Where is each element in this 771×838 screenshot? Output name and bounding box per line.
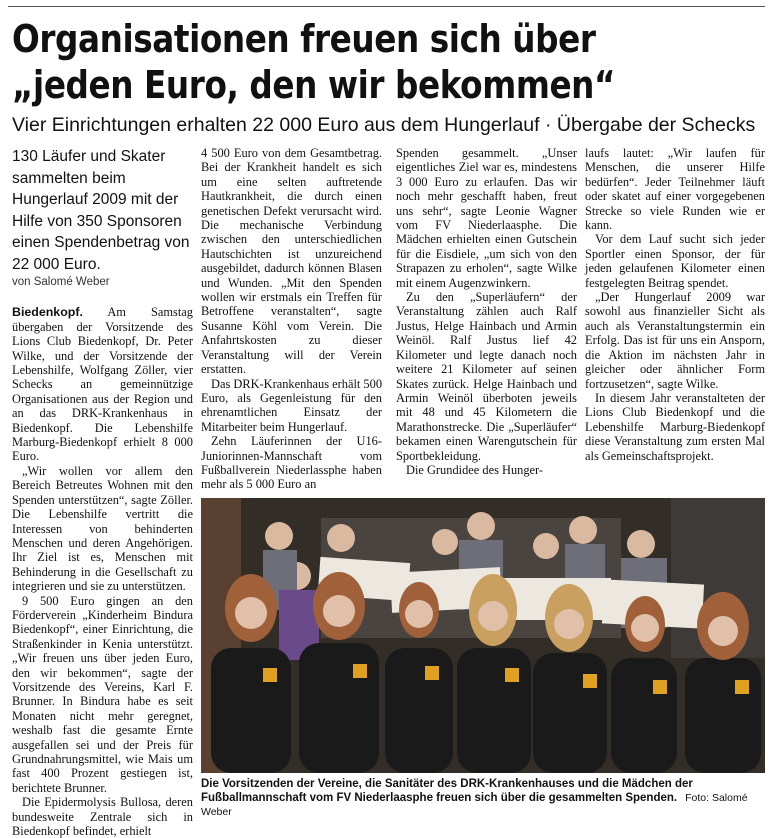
- top-rule: [8, 6, 765, 7]
- group-photo-illustration: [201, 498, 765, 773]
- headline: [12, 16, 657, 108]
- lead-paragraph: 130 Läufer und Skater sammelten beim Hungerlauf 2009 mit der Hilfe von 350 Sponsoren einen Spendenbetrag von 22 000 Euro.: [12, 148, 190, 273]
- dateline: Biedenkopf.: [12, 305, 83, 320]
- article-column-2: [201, 146, 382, 492]
- paragraph: Zehn Läuferinnen der U16-Juniorinnen-Mannschaft vom Fußballverein Niederlassphe haben mehr als 5 000 Euro an: [201, 434, 382, 492]
- paragraph: [12, 305, 193, 463]
- photo-caption: [201, 777, 765, 819]
- paragraph: Vor dem Lauf sucht sich jeder Sportler einen Sponsor, der für jeden gelaufenen Kilometer einen festgelegten Beitrag spendet.: [585, 232, 765, 290]
- article-column-1: [12, 146, 193, 838]
- paragraph: 4 500 Euro von dem Gesamtbetrag. Bei der Krankheit handelt es sich um eine selten auftretende Hautkrankheit, die durch einen genetischen Defekt verursacht wird. Die mechanische Verbindung zwischen den unterschiedlichen Hautschichten ist unzureichend ausgebildet, dadurch können Blasen und Wunden. „Mit den Spenden wollen wir erstmals ein Treffen für Betroffene veranstalten“, sagte Susanne Köhl vom Verein. Die Anfahrtskosten zu dieser Veranstaltung will der Verein erstatten.: [201, 146, 382, 377]
- paragraph: Die Grundidee des Hunger-: [406, 462, 544, 477]
- paragraph: Das DRK-Krankenhaus erhält 500 Euro, als Gegenleistung für den ehrenamtlichen Einsatz der Mitarbeiter beim Hungerlauf.: [201, 376, 383, 434]
- paragraph: laufs lautet: „Wir laufen für Menschen, die unserer Hilfe bedürfen“. Jeder Teilnehmer läuft oder skatet auf einer vorgegebenen Strecke so viele Runden wie er kann.: [585, 146, 765, 233]
- photo-credit: Foto: Salomé Weber: [201, 792, 748, 818]
- byline: von Salomé Weber: [12, 276, 110, 288]
- paragraph: Spenden gesammelt. „Unser eigentliches Ziel war es, mindestens 3 000 Euro zu erlaufen. Das wir noch mehr geschafft haben, freut uns sehr“, sagte Leonie Wagner vom FV Niederlaasphe. Die Mädchen erhielten einen Gutschein für die Eisdiele, „um sich von den Strapazen zu erholen“, sagte Wilke mit einem Augenzwinkern.: [396, 146, 577, 290]
- paragraph: In diesem Jahr veranstalteten der Lions Club Biedenkopf und die Lebenshilfe Marburg-Biedenkopf diese Veranstaltung zum ersten Mal als Gemeinschaftsprojekt.: [585, 390, 765, 463]
- paragraph: „Wir wollen vor allem den Bereich Betreutes Wohnen mit den Spenden unterstützen“, sagte Zöller. Die Lebenshilfe vertritt die Interessen von behinderten Menschen und deren Angehörigen. Ihr Ziel ist es, Menschen mit Behinderung in die Gesellschaft zu integrieren und sie zu unterstützen.: [12, 463, 193, 594]
- paragraph: „Der Hungerlauf 2009 war sowohl aus finanzieller Sicht als auch als Veranstaltungstermin ein Erfolg. Das ist für uns ein Ansporn, die Aktion im nächsten Jahr in gleicher oder ähnlicher Form fortzusetzen“, sagte Wilke.: [585, 290, 765, 391]
- paragraph-text: Am Samstag übergaben der Vorsitzende des Lions Club Biedenkopf, Dr. Peter Wilke, und der Vorsitzende der Lebenshilfe, Wolfgang Zöller, vier Schecks an gemeinnützige Organisationen aus der Region und an das DRK-Krankenhaus in Biedenkopf. Die Lebenshilfe Marburg-Biedenkopf erhielt 8 000 Euro.: [12, 305, 193, 464]
- headline-line-2: „jeden Euro, den wir bekommen“: [12, 63, 616, 107]
- paragraph: 9 500 Euro gingen an den Förderverein „Kinderheim Bindura Biedenkopf“, einer Einrichtung, die Straßenkinder in Kenia unterstützt. „Wir freuen uns über jeden Euro, den wir bekommen“, sagte der Vorsitzende des Vereins, Karl F. Brunner. In Bindura habe es seit Monaten nicht mehr geregnet, weshalb fast die gesamte Ernte ausgefallen sei und der Preis für Grundnahrungsmittel, wie Mais um fast 400 Prozent gestiegen ist, berichtete Brunner.: [12, 593, 193, 795]
- paragraph: Die Epidermolysis Bullosa, deren bundesweite Zentrale sich in Biedenkopf befindet, erhielt: [12, 795, 193, 838]
- article-column-3: [396, 146, 577, 477]
- subheadline: Vier Einrichtungen erhalten 22 000 Euro aus dem Hungerlauf · Übergabe der Schecks: [12, 114, 756, 136]
- group-photo: [201, 498, 765, 773]
- caption-text: Die Vorsitzenden der Vereine, die Sanitäter des DRK-Krankenhauses und die Mädchen der Fußballmannschaft vom FV Niederlaasphe freuen sich über die gesammelten Spenden.: [201, 778, 693, 804]
- headline-line-1: Organisationen freuen sich über: [12, 17, 596, 61]
- article-column-4: [585, 146, 765, 463]
- paragraph: Zu den „Superläufern“ der Veranstaltung zählen auch Ralf Justus, Helge Hainbach und Armin Weinöl. Ralf Justus lief 42 Kilometer und legte danach noch weitere 21 Kilometer auf seinen Skates zurück. Helge Hainbach und Armin Weinöl überboten jeweils mit 48 und 45 Kilometern die Marathonstrecke. Die „Superläufer“ bekamen einen Warengutschein für Sportbekleidung.: [396, 290, 577, 463]
